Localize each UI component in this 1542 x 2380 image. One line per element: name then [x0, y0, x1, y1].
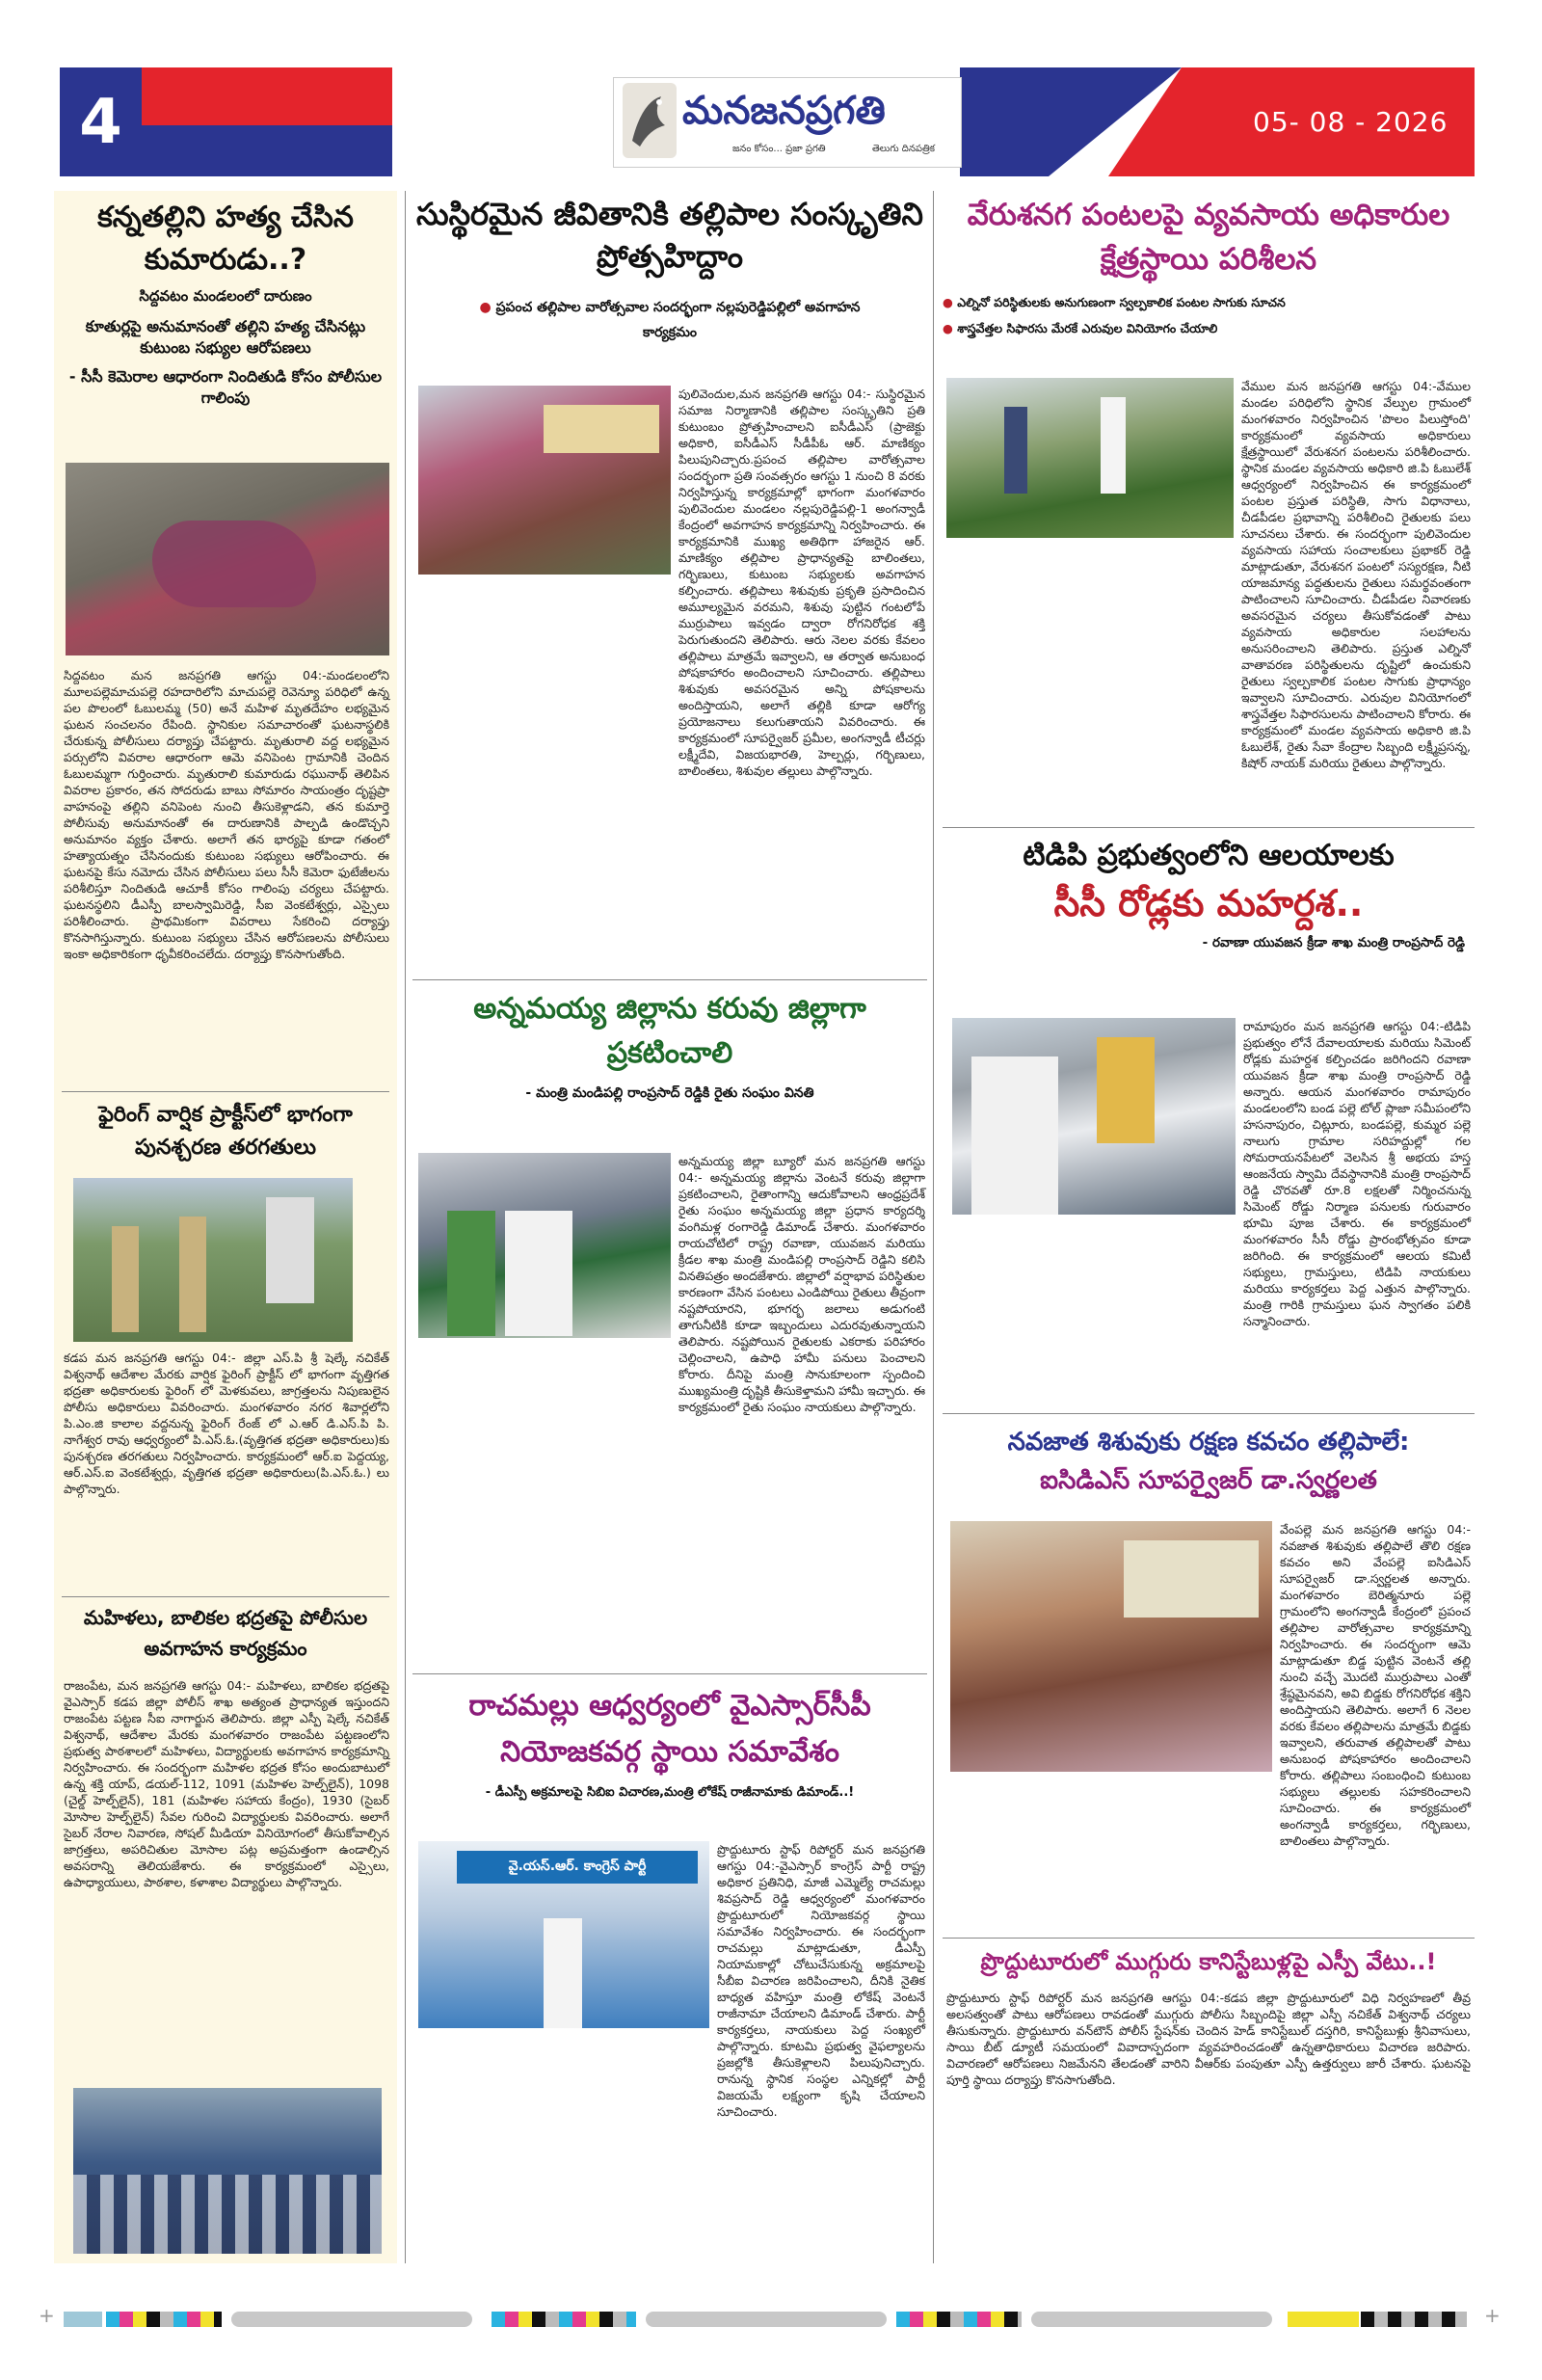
color-bar [1031, 2312, 1272, 2327]
subheadline: - సీసీ కెమెరాల ఆధారంగా నిందితుడి కోసం పోలీసుల గాలింపు [68, 367, 383, 407]
story-body: సిద్దవటం మన జనప్రగతి ఆగస్టు 04:-మండలంలోని మూలపల్లెమాచుపల్లె రహదారిలోని మాచుపల్లె రెవెన్యూ పరిధిలో ఉన్న పల పొలంలో ఓబులమ్మ (50) అనే మహిళ మృతదేహం లభ్యమైన ఘటన సంచలనం రేపింది. స్థానికుల సమాచారంతో ఘటనాస్థలికి చేరుకున్న పోలీసులు దర్యాప్తు చేపట్టారు. మృతురాలి వద్ద లభ్యమైన పర్సులోని వివరాల ఆధారంగా ఆమె వనిపెంట గ్రామానికి చెందిన ఓబులమ్మగా గుర్తించారు. మృతురాలి కుమారుడు రఘునాథ్ తెలిపిన వివరాల ప్రకారం, తన సోదరుడు బాబు సోమారం సాయంత్రం దృష్టప్రా వాహనంపై తల్లిని వనిపెంట నుంచి తీసుకెళ్లాడని, తన కుమార్తె పోలీసువు అనుమానంతో ఈ దారుణానికి పాల్పడి ఉండొచ్చని అనుమానం వ్యక్తం చేశారు. అలాగే తన భార్యపై కూడా గతంలో హత్యాయత్నం చేసినందుకు కుటుంబ సభ్యులు ఆరోపించారు. ఈ ఘటనపై కేసు నమోదు చేసిన పోలీసులు పలు సీసీ కెమెరా ఫుటేజీలను పరిశీలిస్తూ నిందితుడి ఆచూకీ కోసం గాలింపు చర్యలు చేపట్టారు. ఘటనస్థలిని డీఎస్పీ బాలస్వామిరెడ్డి, సీఐ వెంకటేశ్వర్లు, ఎస్సైలు పరిశీలించారు. ప్రాథమికంగా వివరాలు సేకరించి దర్యాప్తు కొనసాగిస్తున్నారు. కుటుంబ సభ్యులు చేసిన ఆరోపణలను పోలీసులు ఇంకా అధికారికంగా ధృవీకరించలేదు. దర్యాప్తు కొనసాగుతోంది. [64, 668, 389, 961]
subheadline: - రవాణా యువజన క్రీడా శాఖ మంత్రి రాంప్రసాద్ రెడ్డి [1202, 935, 1465, 950]
story-body-continued [418, 584, 925, 974]
photo-awareness-program [73, 2088, 382, 2254]
divider [943, 1413, 1475, 1414]
header-blue-band-left [142, 125, 392, 176]
headline: రాచమల్లు ఆధ్వర్యంలో వైఎస్సార్‌సీపీ నియోజకవర్గ స్థాయి సమావేశం [468, 1689, 871, 1769]
headline: వేరుశనగ పంటలపై వ్యవసాయ అధికారుల క్షేత్రస్థాయి పరిశీలన [967, 198, 1450, 277]
color-bar [646, 2312, 887, 2327]
story-body: అన్నమయ్య జిల్లా బ్యూరో మన జనప్రగతి ఆగస్టు 04:- అన్నమయ్య జిల్లాను వెంటనే కరువు జిల్లాగా ప్రకటించాలని, రైతాంగాన్ని ఆదుకోవాలని ఆంధ్రప్రదేశ్ రైతు సంఘం అన్నమయ్య జిల్లా ప్రధాన కార్యదర్శి వంగిమళ్ల రంగారెడ్డి డిమాండ్ చేశారు. మంగళవారం రాయచోటిలో రాష్ట్ర రవాణా, యువజన మరియు క్రీడల శాఖ మంత్రి మండిపల్లి రాంప్రసాద్ రెడ్డిని కలిసి వినతిపత్రం అందజేశారు. జిల్లాలో వర్షాభావ పరిస్థితుల కారణంగా వేసిన పంటలు ఎండిపోయి రైతులు తీవ్రంగా నష్టపోయారని, భూగర్భ జలాలు అడుగంటి తాగునీటికి కూడా ఇబ్బందులు ఎదురవుతున్నాయని తెలిపారు. నష్టపోయిన రైతులకు ఎకరాకు పరిహారం చెల్లించాలని, ఉపాధి హామీ పనులు పెంచాలని కోరారు. దీనిపై మంత్రి సానుకూలంగా స్పందించి ముఖ్యమంత్రి దృష్టికి తీసుకెళ్తామని హామీ ఇచ్చారు. ఈ కార్యక్రమంలో రైతు సంఘం నాయకులు పాల్గొన్నారు. [678, 1154, 925, 1414]
photo-groundnut-field [946, 378, 1234, 538]
subheadline [412, 295, 927, 345]
divider [943, 827, 1475, 828]
header-red-band-left [142, 67, 392, 125]
logo-bird-icon [623, 83, 677, 158]
subheadline: - డీఎస్పీ అక్రమాలపై సిబిఐ విచారణ,మంత్రి లోకేష్ రాజీనామాకు డిమాండ్..! [485, 1785, 855, 1800]
story-body: కడప మన జనప్రగతి ఆగస్టు 04:- జిల్లా ఎస్.పి శ్రీ షెల్కే నచికేత్ విశ్వనాథ్ ఆదేశాల మేరకు వార్షిక ఫైరింగ్ ప్రాక్టీస్ లో భాగంగా వృత్తిగత భద్రతా అధికారులకు ఫైరింగ్ లో మెళకువలు, జాగ్రత్తలను నిపుణులైన పోలీసు అధికారులు వివరించారు. మంగళవారం నగర శివార్లలోని పి.ఎం.జి కాలాల వద్దనున్న ఫైరింగ్ రేంజ్ లో ఎ.ఆర్ డి.ఎస్.పి పి. నాగేశ్వర రావు ఆధ్వర్యంలో పి.ఎస్.ఓ.(వృత్తిగత భద్రతా అధికారులు)కు పునశ్చరణ తరగతులు నిర్వహించారు. కార్యక్రమంలో ఆర్.ఐ పెద్దయ్య, ఆర్.ఎస్.ఐ వెంకటేశ్వర్లు, వృత్తిగత భద్రతా అధికారులు(పి.ఎస్.ఓ.) లు పాల్గొన్నారు. [64, 1350, 389, 1496]
color-bar [492, 2312, 636, 2327]
registration-mark-icon: + [39, 2304, 55, 2327]
page-number: 4 [60, 67, 142, 176]
photo-breastfeeding-event [418, 386, 671, 575]
divider [412, 1673, 927, 1674]
headline: మహిళలు, బాలికల భద్రతపై పోలీసుల అవగాహన కార్యక్రమం [83, 1606, 368, 1660]
story-body-continued [946, 542, 1471, 817]
middle-story1 [412, 193, 927, 345]
subheadline [943, 295, 1475, 313]
color-bar [1288, 2312, 1359, 2327]
middle-story2 [412, 987, 927, 1104]
subheadline-text: శాస్త్రవేత్తల సిఫారసు మేరకే ఎరువుల వినియోగం చేయాలి [957, 321, 1218, 335]
color-bar [231, 2312, 472, 2327]
photo-crime-scene [66, 463, 389, 655]
divider [62, 1091, 389, 1092]
issue-date: 05- 08 - 2026 [1253, 106, 1449, 138]
headline: సీసీ రోడ్లకు మహర్దశ.. [1053, 882, 1364, 924]
headline: టిడిపి ప్రభుత్వంలోని ఆలయాలకు [1023, 839, 1395, 872]
middle-story3 [412, 1683, 927, 1803]
left-story1 [62, 197, 389, 409]
divider [412, 979, 927, 980]
story-body: ప్రొద్దుటూరు స్టాఫ్ రిపోర్టర్ మన జనప్రగతి ఆగస్టు 04:-వైఎస్సార్ కాంగ్రెస్ పార్టీ రాష్ట్ర అధికార ప్రతినిధి, మాజీ ఎమ్మెల్యే రాచమల్లు శివప్రసాద్ రెడ్డి ఆధ్వర్యంలో మంగళవారం ప్రొద్దుటూరులో నియోజకవర్గ స్థాయి సమావేశం నిర్వహించారు. ఈ సందర్భంగా రాచమల్లు మాట్లాడుతూ, డీఎస్పీ నియామకాల్లో చోటుచేసుకున్న అక్రమాలపై సీబీఐ విచారణ జరిపించాలని, దీనికి నైతిక బాధ్యత వహిస్తూ మంత్రి లోకేష్ వెంటనే రాజీనామా చేయాలని డిమాండ్ చేశారు. పార్టీ కార్యకర్తలు, నాయకులు పెద్ద సంఖ్యలో పాల్గొన్నారు. కూటమి ప్రభుత్వ వైఫల్యాలను ప్రజల్లోకి తీసుకెళ్లాలని పిలుపునిచ్చారు. రానున్న స్థానిక సంస్థల ఎన్నికల్లో పార్టీ విజయమే లక్ష్యంగా కృషి చేయాలని సూచించారు. [717, 1842, 925, 2119]
divider [62, 1596, 389, 1597]
color-bar [1361, 2312, 1467, 2327]
headline: కన్నతల్లిని హత్య చేసిన కుమారుడు..? [97, 201, 354, 277]
photo-anganwadi-event [950, 1521, 1272, 1772]
story-body: పులివెందుల,మన జనప్రగతి ఆగస్టు 04:- సుస్థిరమైన సమాజ నిర్మాణానికి తల్లిపాల సంస్కృతిని ప్రతి కుటుంబం ప్రోత్సహించాలని ఐసీడీఎస్ (ప్రాజెక్టు అధికారి, ఐసీడీఎస్ సీడీపీఓ ఆర్. మాణిక్యం పిలుపునిచ్చారు.ప్రపంచ తల్లిపాల వారోత్సవాల సందర్భంగా ప్రతి సంవత్సరం ఆగస్టు 1 నుంచి 8 వరకు నిర్వహిస్తున్న కార్యక్రమాల్లో భాగంగా మంగళవారం పులివెందుల మండలం నల్లపురెడ్డిపల్లి-1 అంగన్వాడీ కేంద్రంలో అవగాహన కార్యక్రమాన్ని నిర్వహించారు. ఈ కార్యక్రమానికి ముఖ్య అతిథిగా హాజరైన ఆర్. మాణిక్యం తల్లిపాల ప్రాధాన్యతపై బాలింతలు, గర్భిణులు, కుటుంబ సభ్యులకు అవగాహన కల్పించారు. తల్లిపాలు శిశువుకు ప్రకృతి ప్రసాదించిన అమూల్యమైన వరమని, శిశువు పుట్టిన గంటలోపే ముర్రుపాలు ఇవ్వడం ద్వారా రోగనిరోధక శక్తి పెరుగుతుందని తెలిపారు. ఆరు నెలల వరకు కేవలం తల్లిపాలు మాత్రమే ఇవ్వాలని, ఆ తర్వాత అనుబంధ పోషకాహారం అందించాలని సూచించారు. తల్లిపాలు శిశువుకు అవసరమైన అన్ని పోషకాలను అందిస్తాయని, అలాగే తల్లికి కూడా ఆరోగ్య ప్రయోజనాలు కలుగుతాయని వివరించారు. ఈ కార్యక్రమంలో సూపర్వైజర్ ప్రమీల, అంగన్వాడీ టీచర్లు లక్ష్మీదేవి, విజయభారతి, హెల్పర్లు, గర్భిణులు, బాలింతలు, శిశువుల తల్లులు పాల్గొన్నారు. [678, 387, 925, 778]
subheadline: కూతుర్లపై అనుమానంతో తల్లిని హత్య చేసినట్లు కుటుంబ సభ్యుల ఆరోపణలు [85, 317, 366, 357]
masthead-title: మనజనప్రగతి [682, 89, 886, 133]
story-body: ప్రొద్దుటూరు స్టాఫ్ రిపోర్టర్ మన జనప్రగతి ఆగస్టు 04:-కడప జిల్లా ప్రొద్దుటూరులో విధి నిర్వహణలో తీవ్ర అలసత్వంతో పాటు ఆరోపణలు రావడంతో ముగ్గురు పోలీసు సిబ్బందిపై జిల్లా ఎస్పీ నచికేత్ విశ్వనాథ్ చర్యలు తీసుకున్నారు. ప్రొద్దుటూరు వన్‌టౌన్ పోలీస్ స్టేషన్‌కు చెందిన హెడ్ కానిస్టేబుల్ దస్తగిరి, కానిస్టేబుళ్లు శ్రీనివాసులు, సాయి బీట్ డ్యూటీ సమయంలో వివాదాస్పదంగా వ్యవహరించడంతో ఉన్నతాధికారులు విచారణ జరిపారు. విచారణలో ఆరోపణలు నిజమేనని తేలడంతో వారిని వీఆర్‌కు పంపుతూ ఎస్పీ ఉత్తర్వులు జారీ చేశారు. ఘటనపై పూర్తి స్థాయి దర్యాప్తు కొనసాగుతోంది. [946, 1991, 1471, 2087]
registration-mark-icon: + [1484, 2304, 1501, 2327]
right-story4 [943, 1943, 1475, 1980]
subheadline: సిద్దవటం మండలంలో దారుణం [139, 287, 312, 305]
story-body: రామాపురం మన జనప్రగతి ఆగస్టు 04:-టిడిపి ప్రభుత్వం లోనే దేవాలయాలకు మరియు సిమెంట్ రోడ్లకు మహర్దశ కల్పించడం జరిగిందని రవాణా యువజన క్రీడా శాఖ మంత్రి రాంప్రసాద్ రెడ్డి అన్నారు. ఆయన మంగళవారం రామాపురం మండలంలోని బండ పల్లె టోల్ ప్లాజా సమీపంలోని హసనాపురం, చిట్లూరు, బండపల్లె, కుమ్మర పల్లె నాలుగు గ్రామాల సరిహద్దుల్లో గల సోమరాయనపేటలో వెలసిన శ్రీ అభయ హస్త ఆంజనేయ స్వామి దేవస్థానానికి మంత్రి రాంప్రసాద్ రెడ్డి చొరవతో రూ.8 లక్షలతో నిర్మించనున్న సిమెంట్ రోడ్డు నిర్మాణ పనులకు గురువారం భూమి పూజ చేశారు. ఈ కార్యక్రమంలో మంగళవారం సీసీ రోడ్డు ప్రారంభోత్సవం కూడా జరిగింది. ఈ కార్యక్రమంలో ఆలయ కమిటీ సభ్యులు, గ్రామస్తులు, టిడిపి నాయకులు మరియు కార్యకర్తలు పెద్ద ఎత్తున పాల్గొన్నారు. మంత్రి గారికి గ్రామస్తులు ఘన స్వాగతం పలికి సన్మానించారు. [1243, 1019, 1471, 1328]
headline: ప్రొద్దుటూరులో ముగ్గురు కానిస్టేబుళ్లపై ఎస్పీ వేటు..! [980, 1948, 1437, 1975]
story-body: వేముల మన జనప్రగతి ఆగస్టు 04:-వేముల మండల పరిధిలోని స్థానిక వేల్పుల గ్రామంలో మంగళవారం నిర్వహించిన 'పొలం పిలుస్తోంది' కార్యక్రమంలో వ్యవసాయ అధికారులు క్షేత్రస్థాయిలో వేరుశనగ పంటలను పరిశీలించారు. స్థానిక మండల వ్యవసాయ అధికారి జి.పి ఓబులేశ్ ఆధ్వర్యంలో నిర్వహించిన ఈ కార్యక్రమంలో పంటల ప్రస్తుత పరిస్థితి, సాగు విధానాలు, చీడపీడల ప్రభావాన్ని పరిశీలించి రైతులకు పలు సూచనలు చేశారు. ఈ సందర్భంగా పులివెందుల వ్యవసాయ సహాయ సంచాలకులు ప్రభాకర్ రెడ్డి మాట్లాడుతూ, వేరుశనగ పంటలో సస్యరక్షణ, నీటి యాజమాన్య పద్ధతులను రైతులు సమర్థవంతంగా పాటించాలని సూచించారు. చీడపీడల నివారణకు అవసరమైన చర్యలు తీసుకోవడంతో పాటు వ్యవసాయ అధికారుల సలహాలను అనుసరించాలని తెలిపారు. ప్రస్తుత ఎల్నినో వాతావరణ పరిస్థితులను దృష్టిలో ఉంచుకుని రైతులు స్వల్పకాలిక పంటల సాగుకు ప్రాధాన్యం ఇవ్వాలని సూచించారు. ఎరువుల వినియోగంలో శాస్త్రవేత్తల సిఫారసులను పాటించాలని కోరారు. ఈ కార్యక్రమంలో మండల వ్యవసాయ అధికారి జి.పి ఓబులేశ్, రైతు సేవా కేంద్రాల సిబ్బంది లక్ష్మీప్రసన్న, కిషోర్ నాయక్ మరియు రైతులు పాల్గొన్నారు. [1241, 379, 1471, 770]
subheadline [943, 321, 1475, 339]
headline: సుస్థిరమైన జీవితానికి తల్లిపాల సంస్కృతిని ప్రోత్సహిద్దాం [416, 196, 923, 275]
right-story3 [943, 1423, 1475, 1500]
headline: ఐసిడిఎస్ సూపర్వైజర్ డా.స్వర్ణలత [1040, 1466, 1377, 1495]
column-divider [933, 191, 934, 2263]
left-story3 [62, 1602, 389, 1664]
headline: అన్నమయ్య జిల్లాను కరువు జిల్లాగా ప్రకటించాలి [473, 992, 866, 1070]
column-divider [405, 191, 406, 2263]
bullet-icon: ● [479, 300, 496, 315]
right-story1 [943, 193, 1475, 339]
color-bar [64, 2312, 102, 2327]
masthead-tagline: జనం కోసం... ప్రజా ప్రగతి [732, 144, 826, 154]
photo-minister-temple [952, 1018, 1236, 1215]
story-body: రాజంపేట, మన జనప్రగతి ఆగస్టు 04:- మహిళలు, బాలికల భద్రతపై వైఎస్సార్ కడప జిల్లా పోలీస్ శాఖ అత్యంత ప్రాధాన్యత ఇస్తుందని రాజంపేట పట్టణ సీఐ నాగార్జున తెలిపారు. జిల్లా ఎస్పీ షెల్కే నచికేత్ విశ్వనాథ్, ఆదేశాల మేరకు మంగళవారం రాజంపేట పట్టణంలోని ప్రభుత్వ పాఠశాలలో మహిళలు, విద్యార్థులకు అవగాహన కార్యక్రమాన్ని నిర్వహించారు. ఈ సందర్భంగా మహిళల భద్రత కోసం అందుబాటులో ఉన్న శక్తి యాప్, డయల్-112, 1091 (మహిళల హెల్ప్‌లైన్), 1098 (చైల్డ్ హెల్ప్‌లైన్), 181 (మహిళల సహాయ కేంద్రం), 1930 (సైబర్ మోసాల హెల్ప్‌లైన్) సేవల గురించి విద్యార్థులకు వివరించారు. అలాగే సైబర్ నేరాల నివారణ, సోషల్ మీడియా వినియోగంలో తీసుకోవాల్సిన జాగ్రత్తలు, అపరిచితుల మోసాల పట్ల అప్రమత్తంగా ఉండాల్సిన అవసరాన్ని తెలియజేశారు. ఈ కార్యక్రమంలో ఎస్సైలు, ఉపాధ్యాయులు, పాఠశాల, కళాశాల విద్యార్థులు పాల్గొన్నారు. [64, 1678, 389, 1889]
left-story2 [62, 1099, 389, 1164]
bullet-icon: ● [943, 295, 958, 309]
subheadline-text: ఎల్నినో పరిస్థితులకు అనుగుణంగా స్వల్పకాలిక పంటల సాగుకు సూచన [957, 295, 1286, 309]
headline: నవజాత శిశువుకు రక్షణ కవచం తల్లిపాలే: [1007, 1428, 1410, 1457]
divider [943, 1938, 1475, 1939]
story-body: వేంపల్లె మన జనప్రగతి ఆగస్టు 04:-నవజాత శిశువుకు తల్లిపాలే తొలి రక్షణ కవచం అని వేంపల్లె ఐసిడిఎస్ సూపర్వైజర్ డా.స్వర్ణలత అన్నారు. మంగళవారం బెరిత్మనూరు పల్లె గ్రామంలోని అంగన్వాడీ కేంద్రంలో ప్రపంచ తల్లిపాల వారోత్సవాల కార్యక్రమాన్ని నిర్వహించారు. ఈ సందర్భంగా ఆమె మాట్లాడుతూ బిడ్డ పుట్టిన వెంటనే తల్లి నుంచి వచ్చే మొదటి ముర్రుపాలు ఎంతో శ్రేష్ఠమైనవని, అవి బిడ్డకు రోగనిరోధక శక్తిని అందిస్తాయని తెలిపారు. అలాగే 6 నెలల వరకు కేవలం తల్లిపాలను మాత్రమే బిడ్డకు ఇవ్వాలని, తరువాత తల్లిపాలతో పాటు అనుబంధ పోషకాహారం అందించాలని కోరారు. తల్లిపాలు సంబంధించి కుటుంబ సభ్యులు తల్లులకు సహకరించాలని సూచించారు. ఈ కార్యక్రమంలో అంగన్వాడీ కార్యకర్తలు, గర్భిణులు, బాలింతలు పాల్గొన్నారు. [1280, 1522, 1471, 1848]
subheadline: - మంత్రి మండిపల్లి రాంప్రసాద్ రెడ్డికి రైతు సంఘం వినతి [525, 1085, 814, 1101]
bullet-icon: ● [943, 321, 958, 335]
headline: ఫైరింగ్ వార్షిక ప్రాక్టీస్‌లో భాగంగా పునశ్చరణ తరగతులు [98, 1103, 353, 1160]
photo-ysrcp-meeting [418, 1841, 709, 2028]
masthead-subtitle: తెలుగు దినపత్రిక [872, 144, 936, 154]
subheadline-text: ప్రపంచ తల్లిపాల వారోత్సవాల సందర్భంగా నల్లపురెడ్డిపల్లిలో అవగాహన కార్యక్రమం [495, 300, 861, 340]
party-banner: వై.యస్.ఆర్. కాంగ్రెస్ పార్టీ [457, 1851, 698, 1884]
photo-farmers-petition [418, 1153, 671, 1338]
right-story2 [943, 835, 1475, 953]
color-bar [896, 2312, 1022, 2327]
color-bar [106, 2312, 222, 2327]
photo-firing-practice [73, 1178, 353, 1342]
